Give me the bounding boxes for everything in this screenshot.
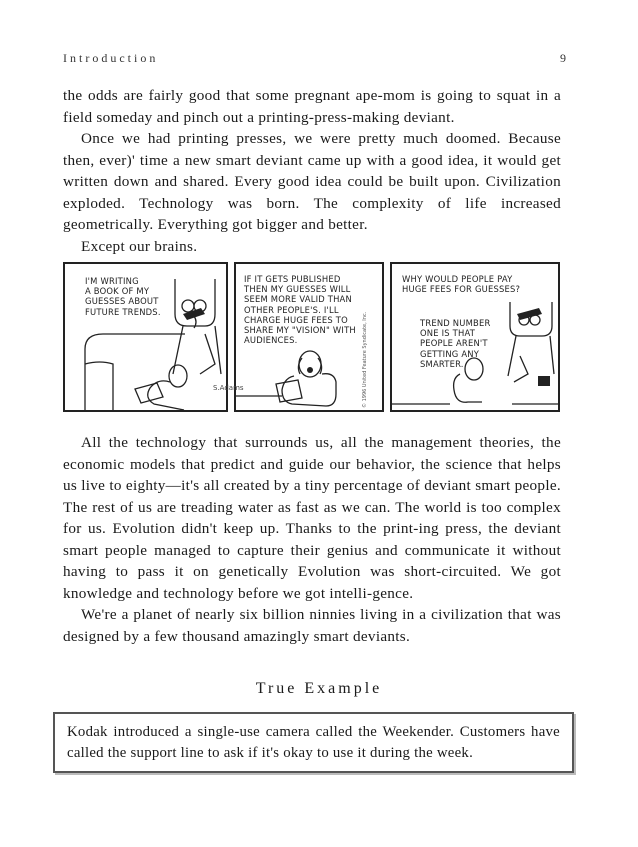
comic-panel-3 [390,262,560,412]
comic-strip [63,262,560,412]
comic-panel-1 [63,262,228,412]
speech-balloon: WHY WOULD PEOPLE PAY HUGE FEES FOR GUESSES? [402,274,521,295]
chapter-title: Introduction [63,51,159,65]
speech-balloon: IF IT GETS PUBLISHED THEN MY GUESSES WILL SEEM MORE VALID THAN OTHER PEOPLE'S. I'LL CHARGE HUGE FEES TO SHARE MY "VISION" WITH AUDIENCES. [244,274,356,346]
body-text-bottom [63,432,561,647]
example-text: Kodak introduced a single-use camera called the Weekender. Customers have called the support line to ask if it's okay to use it during the week. [67,724,560,761]
body-text-top [63,85,561,257]
artist-signature: S.Adams [213,384,244,392]
speech-balloon: TREND NUMBER ONE IS THAT PEOPLE AREN'T GETTING ANY SMARTER. [420,318,491,369]
paragraph: We're a planet of nearly six billion ninnies living in a civilization that was designed by a few thousand amazingly smart deviants. [63,606,561,645]
comic-panel-2 [234,262,384,412]
paragraph: Except our brains. [81,237,198,255]
paragraph: All the technology that surrounds us, all the management theories, the economic models that predict and guide our behavior, the science that helps us live to eighty—it's all created by a tiny percentage of deviant smart people. The rest of us are treading water as fast as we can. The world is too complex for us. Evolution didn't keep up. Thanks to the print-ing press, the deviant smart people managed to capture their genius and communicate it without having to pass it on genetically Evolution was short-circuited. We got knowledge and technology before we got intelli-gence. [63,434,561,602]
paragraph: the odds are fairly good that some pregnant ape-mom is going to squat in a field someday and pinch out a printing-press-making deviant. [63,87,561,126]
page-number: 9 [560,51,566,65]
paragraph: Once we had printing presses, we were pretty much doomed. Because then, ever)' time a new smart deviant came up with a good idea, it would get written down and shared. Every good idea could be built upon. Civilization exploded. Technology was born. The complexity of life increased geometrically. Everything got bigger and better. [63,130,561,233]
speech-balloon: I'M WRITING A BOOK OF MY GUESSES ABOUT FUTURE TRENDS. [85,276,161,317]
section-heading: True Example [255,680,383,697]
example-callout-box [53,712,574,773]
copyright-notice: © 1996 United Feature Syndicate, Inc. [362,311,368,408]
running-header [63,51,566,67]
